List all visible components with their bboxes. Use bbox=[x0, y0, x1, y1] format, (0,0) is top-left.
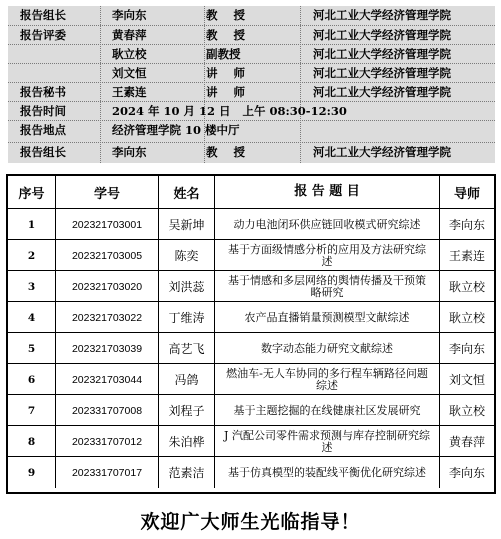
row-student-name: 范素洁 bbox=[158, 457, 214, 488]
row-student-name: 刘程子 bbox=[158, 395, 214, 426]
row-advisor: 耿立校 bbox=[439, 302, 494, 333]
info-person-title: 教 授 bbox=[206, 145, 246, 159]
table-row bbox=[8, 456, 494, 488]
info-label: 报告时间 bbox=[20, 104, 66, 118]
info-person-org: 河北工业大学经济管理学院 bbox=[313, 8, 451, 22]
header-advisor: 导师 bbox=[439, 176, 494, 208]
table-row bbox=[8, 363, 494, 395]
row-advisor: 李向东 bbox=[439, 209, 494, 240]
info-label: 报告地点 bbox=[20, 123, 66, 137]
row-student-name: 丁维涛 bbox=[158, 302, 214, 333]
info-person-title: 讲 师 bbox=[206, 66, 246, 80]
row-no: 4 bbox=[27, 311, 36, 324]
row-advisor: 耿立校 bbox=[439, 395, 494, 426]
row-topic: 燃油车-无人车协同的多行程车辆路径问题综述 bbox=[214, 364, 439, 395]
row-advisor: 李向东 bbox=[439, 457, 494, 488]
row-student-id: 202331707012 bbox=[55, 426, 158, 457]
row-topic: J 汽配公司零件需求预测与库存控制研究综述 bbox=[214, 426, 439, 457]
row-advisor: 王素连 bbox=[439, 240, 494, 271]
info-row-time bbox=[8, 101, 495, 120]
info-person-title: 讲 师 bbox=[206, 85, 246, 99]
row-no: 3 bbox=[27, 280, 36, 293]
info-row-judge bbox=[8, 44, 495, 63]
row-student-name: 冯鸽 bbox=[158, 364, 214, 395]
row-student-id: 202331707017 bbox=[55, 457, 158, 488]
info-person-name: 黄春萍 bbox=[112, 28, 147, 42]
info-label: 报告组长 bbox=[20, 8, 66, 22]
table-row bbox=[8, 239, 494, 271]
row-no: 5 bbox=[27, 342, 36, 355]
info-person-name: 耿立校 bbox=[112, 47, 147, 61]
row-student-id: 202321703044 bbox=[55, 364, 158, 395]
header-no: 序号 bbox=[18, 186, 45, 202]
info-row-judge bbox=[8, 25, 495, 44]
info-person-org: 河北工业大学经济管理学院 bbox=[313, 28, 451, 42]
row-student-name: 高艺飞 bbox=[158, 333, 214, 364]
row-student-name: 吴新坤 bbox=[158, 209, 214, 240]
info-row-group-leader bbox=[8, 6, 495, 24]
info-person-title: 副教授 bbox=[206, 47, 241, 61]
report-time-value: 2024 年 10 月 12 日 上午 08:30-12:30 bbox=[112, 104, 347, 118]
header-name: 姓名 bbox=[158, 176, 214, 208]
table-row bbox=[8, 332, 494, 364]
info-person-name: 王素连 bbox=[112, 85, 147, 99]
welcome-message: 欢迎广大师生光临指导！ bbox=[140, 511, 361, 533]
row-topic: 数字动态能力研究文献综述 bbox=[214, 333, 439, 364]
info-person-org: 河北工业大学经济管理学院 bbox=[313, 85, 451, 99]
row-student-name: 陈奕 bbox=[158, 240, 214, 271]
row-topic: 农产品直播销量预测模型文献综述 bbox=[214, 302, 439, 333]
row-no: 2 bbox=[27, 249, 36, 262]
info-label: 报告秘书 bbox=[20, 85, 66, 99]
row-student-id: 202321703005 bbox=[55, 240, 158, 271]
info-person-title: 教 授 bbox=[206, 8, 246, 22]
info-person-name: 刘文恒 bbox=[112, 66, 147, 80]
committee-info-panel bbox=[8, 6, 495, 163]
table-row bbox=[8, 425, 494, 457]
row-student-id: 202321703020 bbox=[55, 271, 158, 302]
table-row bbox=[8, 208, 494, 240]
row-advisor: 刘文恒 bbox=[439, 364, 494, 395]
row-advisor: 李向东 bbox=[439, 333, 494, 364]
info-person-org: 河北工业大学经济管理学院 bbox=[313, 47, 451, 61]
info-row-group-leader bbox=[8, 142, 495, 161]
row-topic: 基于情感和多层网络的舆情传播及干预策略研究 bbox=[214, 271, 439, 302]
row-topic: 基于方面级情感分析的应用及方法研究综述 bbox=[214, 240, 439, 271]
row-topic: 基于主题挖掘的在线健康社区发展研究 bbox=[214, 395, 439, 426]
row-no: 1 bbox=[27, 218, 36, 231]
table-row bbox=[8, 270, 494, 302]
report-location-value: 经济管理学院 10 楼中厅 bbox=[112, 123, 240, 137]
row-advisor: 黄春萍 bbox=[439, 426, 494, 457]
row-no: 6 bbox=[27, 373, 36, 386]
row-topic: 动力电池闭环供应链回收模式研究综述 bbox=[214, 209, 439, 240]
row-student-id: 202321703001 bbox=[55, 209, 158, 240]
row-student-id: 202321703039 bbox=[55, 333, 158, 364]
info-row-location bbox=[8, 120, 495, 139]
info-person-title: 教 授 bbox=[206, 28, 246, 42]
row-student-name: 朱泊桦 bbox=[158, 426, 214, 457]
table-row bbox=[8, 394, 494, 426]
info-label: 报告组长 bbox=[20, 145, 66, 159]
row-no: 8 bbox=[27, 435, 36, 448]
info-person-name: 李向东 bbox=[112, 145, 147, 159]
row-student-name: 刘洪蕊 bbox=[158, 271, 214, 302]
report-schedule-table bbox=[6, 174, 496, 494]
row-student-id: 202331707008 bbox=[55, 395, 158, 426]
info-row-judge bbox=[8, 63, 495, 82]
info-label: 报告评委 bbox=[20, 28, 66, 42]
row-no: 9 bbox=[27, 466, 36, 479]
info-row-secretary bbox=[8, 82, 495, 101]
row-no: 7 bbox=[27, 404, 36, 417]
info-person-org: 河北工业大学经济管理学院 bbox=[313, 145, 451, 159]
row-advisor: 耿立校 bbox=[439, 271, 494, 302]
header-student-id: 学号 bbox=[55, 176, 158, 208]
table-row bbox=[8, 301, 494, 333]
row-topic: 基于仿真模型的装配线平衡优化研究综述 bbox=[214, 457, 439, 488]
table-header-row bbox=[8, 176, 494, 208]
row-student-id: 202321703022 bbox=[55, 302, 158, 333]
info-person-org: 河北工业大学经济管理学院 bbox=[313, 66, 451, 80]
info-person-name: 李向东 bbox=[112, 8, 147, 22]
header-topic: 报 告 题 目 bbox=[214, 176, 439, 208]
